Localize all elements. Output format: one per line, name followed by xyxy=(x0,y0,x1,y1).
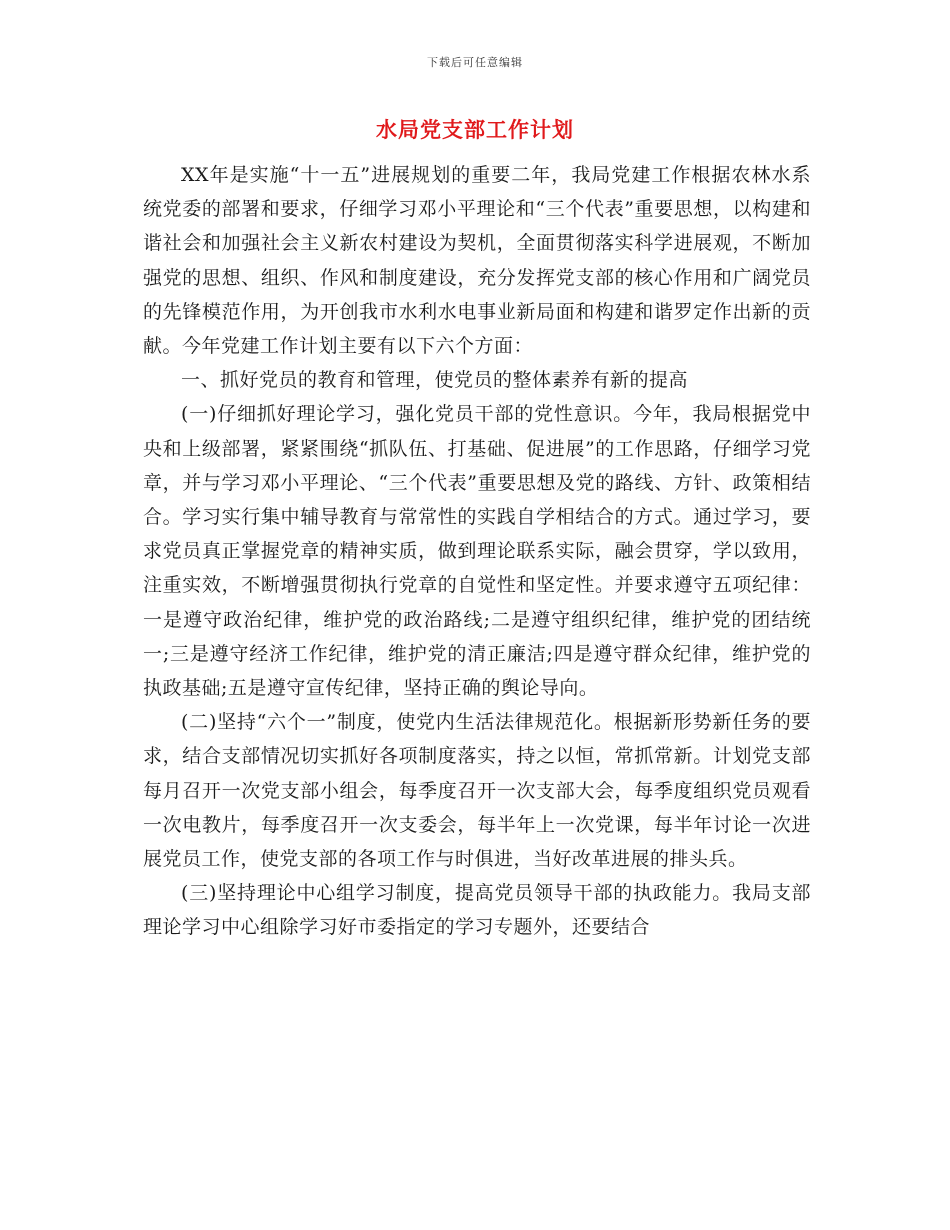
section-heading-one: 一、抓好党员的教育和管理，使党员的整体素养有新的提高 xyxy=(181,369,689,392)
document-title: 水局党支部工作计划 xyxy=(376,117,574,142)
paragraph-item-2: (二)坚持“六个一”制度，使党内生活法律规范化。根据新形势新任务的要求，结合支部情况切实抓好各项制度落实，持之以恒，常抓常新。计划党支部每月召开一次党支部小组会，每季度召开一次支部大会，每季度组织党员观看一次电教片，每季度召开一次支委会，每半年上一次党课，每半年讨论一次进展党员工作，使党支部的各项工作与时俱进，当好改革进展的排头兵。 xyxy=(143,711,811,871)
paragraph-item-1: (一)仔细抓好理论学习，强化党员干部的党性意识。今年，我局根据党中央和上级部署，紧紧围绕“抓队伍、打基础、促进展”的工作思路，仔细学习党章，并与学习邓小平理论、“三个代表”重要思想及党的路线、方针、政策相结合。学习实行集中辅导教育与常常性的实践自学相结合的方式。通过学习，要求党员真正掌握党章的精神实质，做到理论联系实际，融会贯穿，学以致用，注重实效，不断增强贯彻执行党章的自觉性和坚定性。并要求遵守五项纪律：一是遵守政治纪律，维护党的政治路线;二是遵守组织纪律，维护党的团结统一;三是遵守经济工作纪律，维护党的清正廉洁;四是遵守群众纪律，维护党的执政基础;五是遵守宣传纪律，坚持正确的舆论导向。 xyxy=(143,403,811,700)
paragraph-item-3: (三)坚持理论中心组学习制度，提高党员领导干部的执政能力。我局支部理论学习中心组除学习好市委指定的学习专题外，还要结合 xyxy=(143,882,811,939)
paragraph-intro: XX年是实施“十一五”进展规划的重要二年，我局党建工作根据农林水系统党委的部署和要求，仔细学习邓小平理论和“三个代表”重要思想，以构建和谐社会和加强社会主义新农村建设为契机，全面贯彻落实科学进展观，不断加强党的思想、组织、作风和制度建设，充分发挥党支部的核心作用和广阔党员的先锋模范作用，为开创我市水利水电事业新局面和构建和谐罗定作出新的贡献。今年党建工作计划主要有以下六个方面： xyxy=(143,164,811,358)
header-note: 下载后可任意编辑 xyxy=(427,56,523,69)
document-body xyxy=(143,158,811,945)
